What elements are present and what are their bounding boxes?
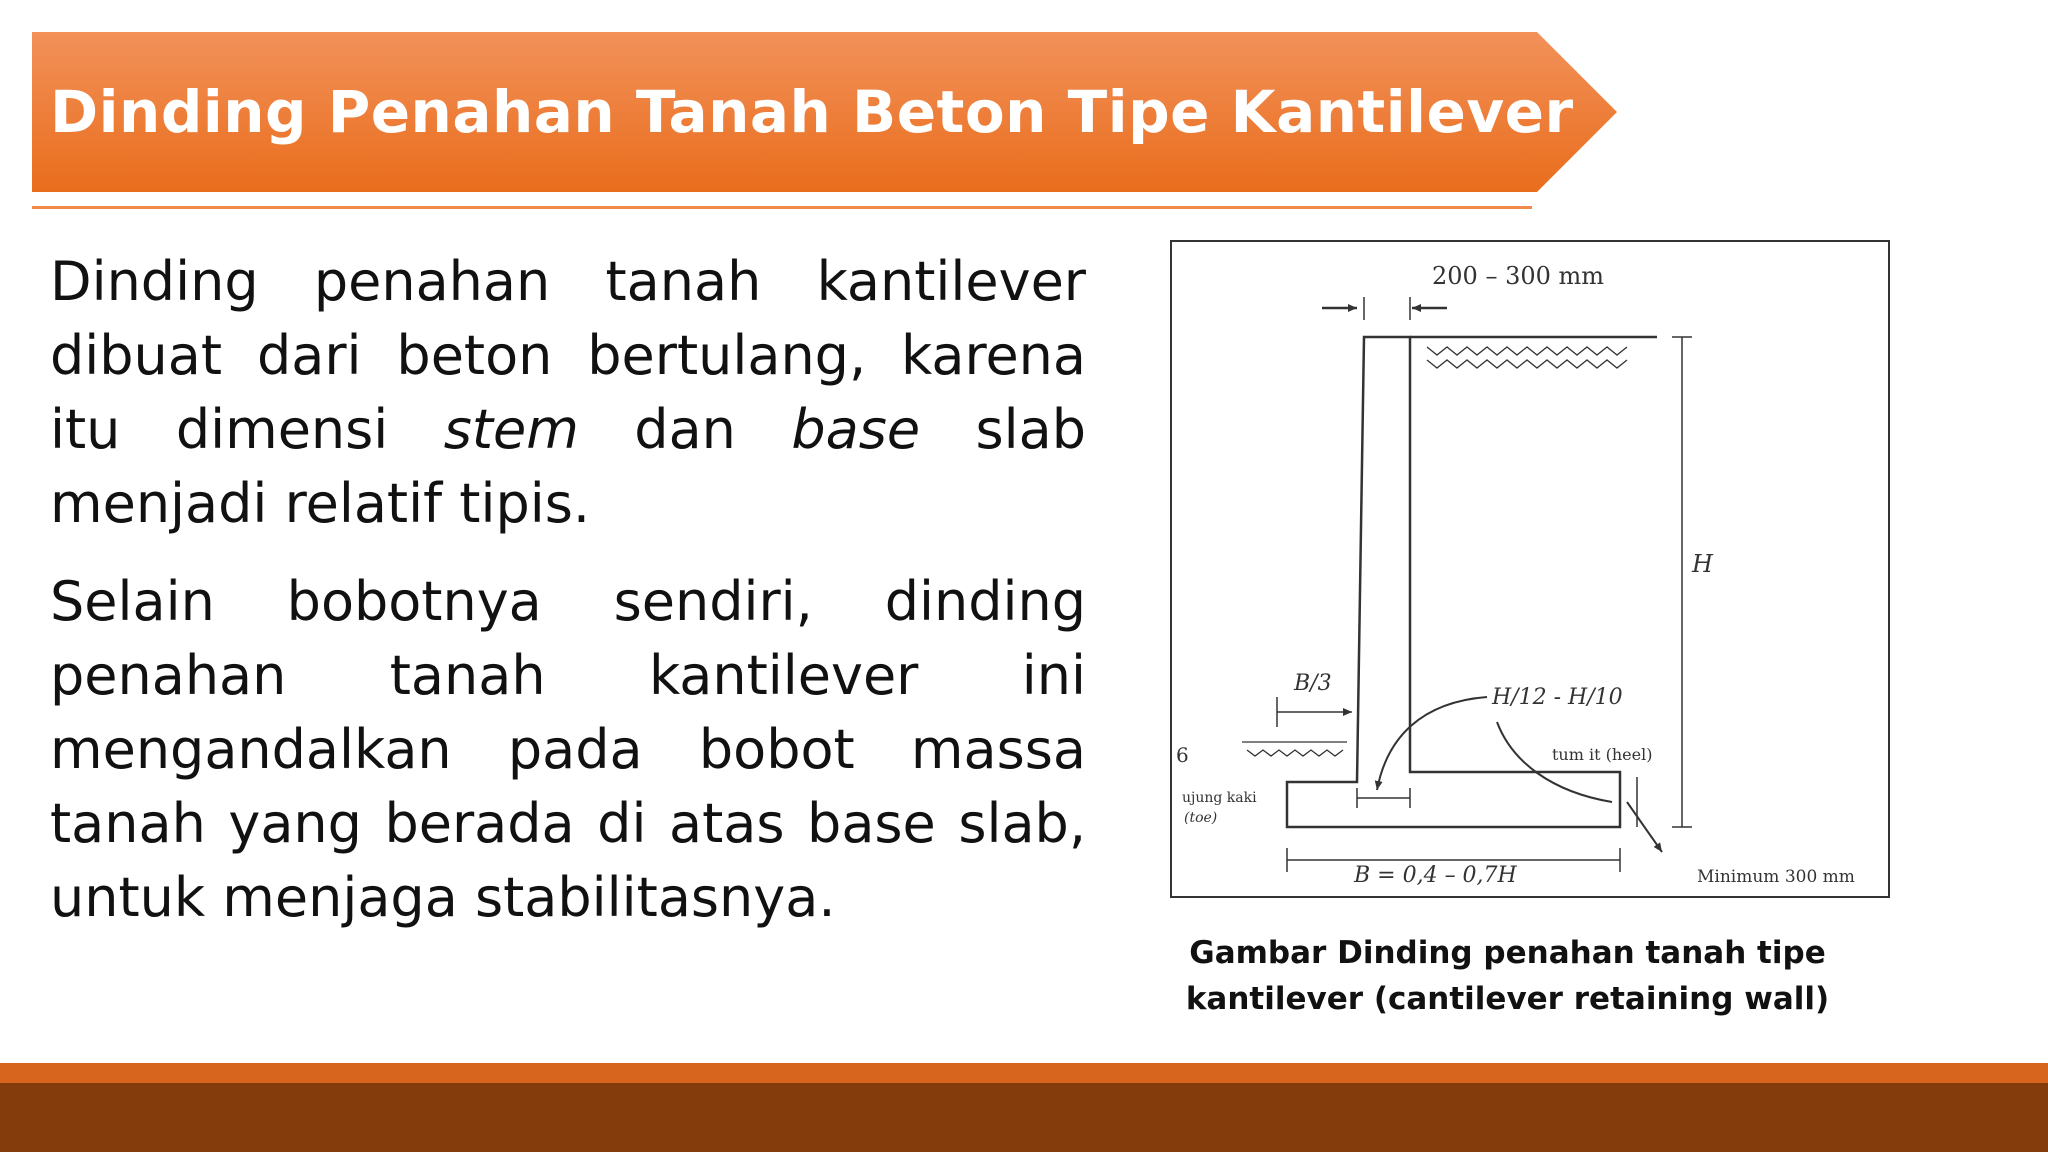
title-divider	[32, 206, 1532, 209]
paragraph-2: Selain bobotnya sendiri, dinding penahan tanah kantilever ini mengandalkan pada bobot massa tanah yang berada di atas base slab, untuk menjaga stabilitasnya.	[50, 570, 1086, 929]
label-base-thickness: H/12 - H/10	[1492, 685, 1623, 710]
soil-hatching-toe	[1242, 742, 1347, 756]
label-stem-top: 200 – 300 mm	[1432, 262, 1605, 290]
label-base-width: B = 0,4 – 0,7H	[1354, 863, 1517, 888]
label-toe-ratio: B/3	[1294, 671, 1332, 696]
body-text	[50, 245, 1086, 959]
label-height: H	[1692, 550, 1713, 578]
soil-hatching-top	[1427, 347, 1627, 368]
term-stem: stem	[443, 398, 579, 461]
label-min-depth: Minimum 300 mm	[1697, 867, 1855, 887]
label-heel: tum it (heel)	[1552, 745, 1653, 764]
paragraph-1-part-3: slab menjadi relatif tipis.	[50, 398, 1086, 535]
paragraph-1-part-1: Dinding penahan tanah kantilever dibuat dari beton bertulang, karena itu dimensi	[50, 250, 1086, 461]
footer-band-bottom	[0, 1083, 2048, 1152]
paragraph-1-part-2: dan	[578, 398, 792, 461]
retaining-wall-diagram	[1172, 242, 1892, 900]
label-toe: ujung kaki	[1182, 790, 1257, 806]
retaining-wall-figure	[1170, 240, 1890, 898]
slide-title: Dinding Penahan Tanah Beton Tipe Kantilever	[50, 78, 1574, 146]
paragraph-1	[50, 245, 1086, 541]
figure-caption: Gambar Dinding penahan tanah tipe kantilever (cantilever retaining wall)	[1185, 935, 1830, 1017]
label-left-mark: 6	[1176, 743, 1189, 767]
title-banner	[32, 32, 1617, 192]
label-toe-en: (toe)	[1184, 810, 1218, 826]
footer-band-top	[0, 1063, 2048, 1083]
term-base: base	[791, 398, 921, 461]
